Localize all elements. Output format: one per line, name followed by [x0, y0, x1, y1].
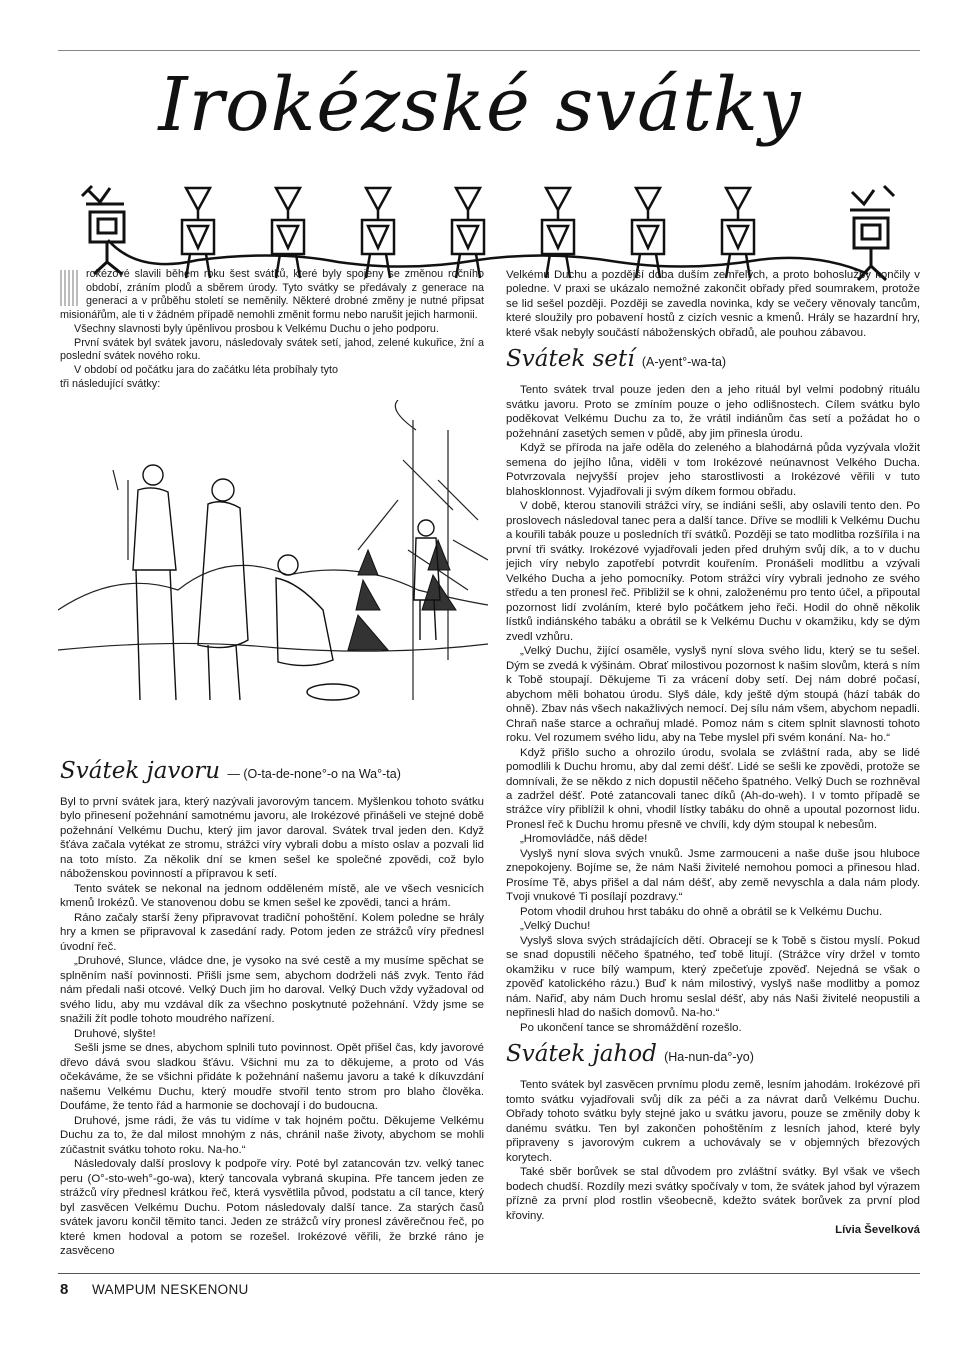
bottom-rule: [58, 1273, 920, 1274]
sowing-festival-title: Svátek setí: [506, 346, 635, 373]
maple-paragraph: Následovaly další proslovy k podpoře víry. Poté byl zatancován tzv. velký tanec peru (O°-sto-weh°-go-wa), který tancovala vybraná skupina. Pře tancem jeden ze strážců víry přednesl krátkou řeč, která vysvětlila původ, podstatu a cíl tance, který byl zasvěcen Velkému Duchu. Potom následovaly další tance. Za starých časů svátek javoru končil těmito tanci. Jeden ze strážců víry pronesl závěrečnou řeč, po které kmen hodoval a potom se rozešel. Irokézové věřili, že brzké ráno je zasvěceno: [60, 1158, 484, 1258]
sowing-paragraph: Když přišlo sucho a ohrozilo úrodu, svolala se zvláštní rada, aby se lidé pomodlili k Duchu hromu, aby dal zemi déšť. Lidé se sešli ke zpovědi, protože se domnívali, že se někdo z nich dopustil něčeho špatného. Velký Duch se rozhněval a zadržel déšť. Poté zatancovali tanec díků (Ah-do-weh). I v tomto případě se strážce víry přiblížil k ohni, vhodil lístky tabáku do ohně a upoutal pozornost lidu. Pronesl řeč k Duchu hromu přesně ve chvíli, kdy dým stoupal k nebesům.: [506, 746, 920, 831]
maple-paragraph: Ráno začaly starší ženy připravovat tradiční pohoštění. Kolem poledne se hrály hry a kmen se připravoval k zasedání rady. Potom jeden ze strážců víry přednesl úvodní řeč.: [60, 911, 484, 953]
intro-paragraph-3: První svátek byl svátek javoru, následovaly svátek setí, jahod, zelené kukuřice, žní a poslední svátek nového roku.: [60, 336, 484, 363]
magazine-name: WAMPUM NESKENONU: [92, 1282, 249, 1297]
intro-column: [60, 268, 484, 391]
sowing-paragraph: Tento svátek trval pouze jeden den a jeho rituál byl velmi podobný rituálu svátku javoru. Proto se zmíním pouze o jeho odlišnostech. Cílem svátku bylo poděkovat Velkému Duchu za to, že vrátil indiánům čas setí a požádat ho o požehnání zasetých semen v půdě, aby jim přinesla úrodu.: [506, 384, 920, 440]
author-signature: Lívia Ševelková: [835, 1224, 920, 1237]
intro-paragraph-2: Všechny slavnosti byly úpěnlivou prosbou k Velkému Duchu o jeho podporu.: [74, 322, 439, 335]
figures-group: [133, 465, 440, 700]
intro-paragraph-4: V období od počátku jara do začátku léta probíhaly tyto tři následující svátky:: [60, 364, 338, 390]
sowing-paragraph: „Velký Duchu, žijící osaměle, vyslyš nyní slova svého lidu, který se tu sešel. Dým se zvedá k výšinám. Obrať milostivou pozornost k našim slovům, která s ním k Tobě stoupají. Děkujeme Ti za vrácení doby setí. Dej nám dobré počasí, abychom měli bohatou úrodu. Slyš dále, kdy ještě dým stoupá (hází tabák do ohně). Zbav nás všech nakažlivých nemocí. Dej sílu nám všem, abychom nepadli. Chraň naše starce a ochraňuj mladé. Pomoz nám s citem splnit slavnosti tohoto roku. Vel rozumem svého lidu, aby na Tebe myslel při svém konání. Na- ho.“: [506, 645, 920, 745]
maple-festival-title: Svátek javoru: [60, 758, 221, 784]
figure-right: [850, 186, 894, 280]
strawberry-paragraph: Tento svátek byl zasvěcen prvnímu plodu země, lesním jahodám. Irokézové při tomto svátku vyjadřovali svůj dík za péči a za návrat darů Velkému Duchu. Obřady tohoto svátku byly stejné jako u svátku javoru, pouze se změnily doby k danému svátku. Ten byl zakončen pohoštěním z lesních jahod, které byly připraveny s javorovým cukrem a uchovávaly se v objemných březových korytech.: [506, 1079, 920, 1164]
sowing-paragraph: „Velký Duchu!: [520, 920, 591, 933]
maple-paragraph: „Druhové, Slunce, vládce dne, je vysoko na své cestě a my musíme spěchat se splněním naší povinnosti. Přišli jsme sem, abychom dodrželi náš zvyk. Tento řád nám předali naši otcové. Velký Duch jim ho daroval. Velký Duch vždy vyžadoval od svého lidu, aby mu vzdával dík za všechno poskytnuté požehnání. Vždy jsme se snažili žít podle tohoto moudrého nařízení.: [60, 955, 484, 1026]
sowing-festival-pronunciation: (A-yent°-wa-ta): [641, 355, 727, 370]
page-number: 8: [60, 1281, 69, 1298]
maple-paragraph: Druhové, jsme rádi, že vás tu vidíme v tak hojném počtu. Děkujeme Velkému Duchu za to, že dal milost mnohým z nás, chránil naše životy, abychom se mohli zúčastnit svátku tohoto roku. Na-ho.“: [60, 1114, 484, 1156]
maple-paragraph: Byl to první svátek jara, který nazývali javorovým tancem. Myšlenkou tohoto svátku bylo přinesení požehnání samotnému javoru, ale Irokézové přinášeli ve stejné době požehnání Velkému Duchu, který jim javor daroval. Svátek trval jeden den. Když šťáva začala vytékat ze stromu, strážci víry vybrali dobu a místo oslav a pozvali lid na toto místo. Za několik dní se kmen sešel ke společné zpovědi, což bylo náboženskou povinností a přípravou k setí.: [60, 796, 484, 881]
right-column: [506, 268, 920, 1238]
sowing-paragraph: „Hromovládče, náš děde!: [520, 833, 648, 846]
sowing-paragraph: Vyslyš slova svých strádajících dětí. Obracejí se k Tobě s čistou myslí. Pokud se snad dopustili něčeho špatného, teď tobě litují. (Strážce víry držel v tomto okamžiku v ruce bílý wampum, který zpečeťuje zpověď. Nejedná se však o zpověď katolického rázu.) Buď k nám milostivý, vyslyš naše modlitby a pomoz nám. Nařiď, aby nám Duch hromu seslal déšť, aby nás Naši živitelé neopustili a nepřinesli hlad do našich domovů. Na-ho.“: [506, 934, 920, 1020]
maple-festival-heading: [60, 756, 484, 789]
sowing-paragraph: Po ukončení tance se shromáždění rozešlo.: [520, 1021, 742, 1034]
figure-1: [182, 188, 214, 278]
strawberry-festival-heading: [506, 1039, 920, 1072]
sowing-paragraph: Když se příroda na jaře oděla do zeleného a blahodárná půda vyzývala vložit semena do jejího lůna, viděli v tom Irokézové neúnavnost Velkého Ducha. Potvrzovala nejvyšší projev jeho starostlivosti a Irokézové věřili v tuto blahosklonnost. Vyjadřovali ji svým díkem formou obřadu.: [506, 442, 920, 498]
sowing-paragraph: V době, kterou stanovili strážci víry, se indiáni sešli, aby oslavili tento den. Po proslovech následoval tanec pera a další tance. Dříve se modlili k Velkému Duchu a kouřili tabák pouze u posledních tří svátků. Později se tato modlitba rozšířila i na první tři svátky. Irokézové vyjadřovali jeden před druhým svůj dík, a to v duchu jejich víry nebylo zapotřebí potvrdit kouřením. Pronášeli modlitbu a vzývali Velkého Ducha a jeho pomocníky. Potom strážci víry vybrali jednoho ze svého středu a ten pronesl řeč. Přibližil se k ohni, založenému pro tento účel, a připoutal pozornost lidí zvoláním, které bylo počátkem jeho řeči. Hodil do ohně několik lístků indiánského tabáku a obrátil se k Velkému Duchu v okamžiku, kdy se dým zvedl vzhůru.: [506, 500, 920, 643]
top-rule: [58, 50, 920, 51]
iroquois-figure-frieze: [78, 182, 898, 282]
sowing-paragraph: Potom vhodil druhou hrst tabáku do ohně a obrátil se k Velkému Duchu.: [520, 905, 883, 918]
maple-paragraph: Druhové, slyšte!: [74, 1027, 156, 1040]
sowing-festival-heading: [506, 344, 920, 377]
strawberry-paragraph: Také sběr borůvek se stal důvodem pro zvláštní svátky. Byl však ve všech bodech chudší. Rozdíly mezi svátky spočívaly v tom, že svátek jahod byl výrazem příznē za první plod rostlin všeobecně, kdežto svátek borůvek za první plod křoviny.: [506, 1166, 920, 1222]
right-top-paragraph: Velkému Duchu a pozdější doba duším zemřelých, a proto bohoslužby končily v poledne. V praxi se ukázalo nemožné zakončit obřady před soumrakem, protože se lid sešel později. Později se zavedla novinka, kdy se večery věnovaly tancům, které sloužily pro pobavení hostů z cizích vesnic a kmenů. Hrály se hazardní hry, které však nebyly součástí náboženských obřadů, ale pouhou zábavou.: [506, 269, 920, 339]
sowing-paragraph: Vyslyš nyní slova svých vnuků. Jsme zarmouceni a naše duše jsou hluboce znepokojeny. Bojíme se, že nám Naši živitelé nemohou pomoci a přinesou hlad. Prosíme Tě, abys přišel a dal nám déšť, aby země nevyschla a dala nám plody. Tvoji vnukové Ti posílají pozdravy.“: [506, 847, 920, 904]
figure-2: [272, 188, 304, 278]
intro-text-1: rokézové slavili během roku šest svátků, které byly spojeny se změnou ročního období, zráním plodů a sběrem úrody. Tyto svátky se předávaly z generace na generaci a v průběhu století se neměnily. Některé drobné změny je nutné připsat misionářům, ale ti v žádném případě nemohli změnit formu nebo narušit jejich harmonii.: [60, 268, 484, 322]
maple-paragraph: Tento svátek se nekonal na jednom odděleném místě, ale ve všech vesnicích kmenů Irokézů. Ve stanovenou dobu se kmen sešel ke zpovědi, tanci a hrám.: [60, 882, 484, 910]
intro-paragraph-1: [60, 268, 484, 323]
figure-5: [542, 188, 574, 278]
maple-festival-pronunciation: — (O-ta-de-none°-o na Wa°-ta): [227, 767, 401, 781]
strawberry-festival-pronunciation: (Ha-nun-da°-yo): [664, 1050, 754, 1065]
page-title: Irokézské svátky: [158, 62, 802, 148]
maple-festival-section: [60, 752, 484, 1259]
figure-left: [82, 186, 124, 274]
strawberry-festival-title: Svátek jahod: [506, 1041, 657, 1068]
drop-cap-i: [60, 270, 80, 306]
maple-paragraph: Sešli jsme se dnes, abychom splnili tuto povinnost. Opět přišel čas, kdy javorové dřevo dává svou sladkou šťávu. Všichni mu za to děkujeme, a proto od Vás očekáváme, že se všichni přidáte k požehnání našemu javoru a také k díkuvzdání našemu Velkému Duchu, který moudře stvořil tento strom pro blaho člověka. Doufáme, že tento řád a harmonie se dochovají i do budoucna.: [60, 1042, 484, 1113]
figure-4: [452, 188, 484, 278]
iroquois-scene-illustration: [58, 400, 488, 718]
